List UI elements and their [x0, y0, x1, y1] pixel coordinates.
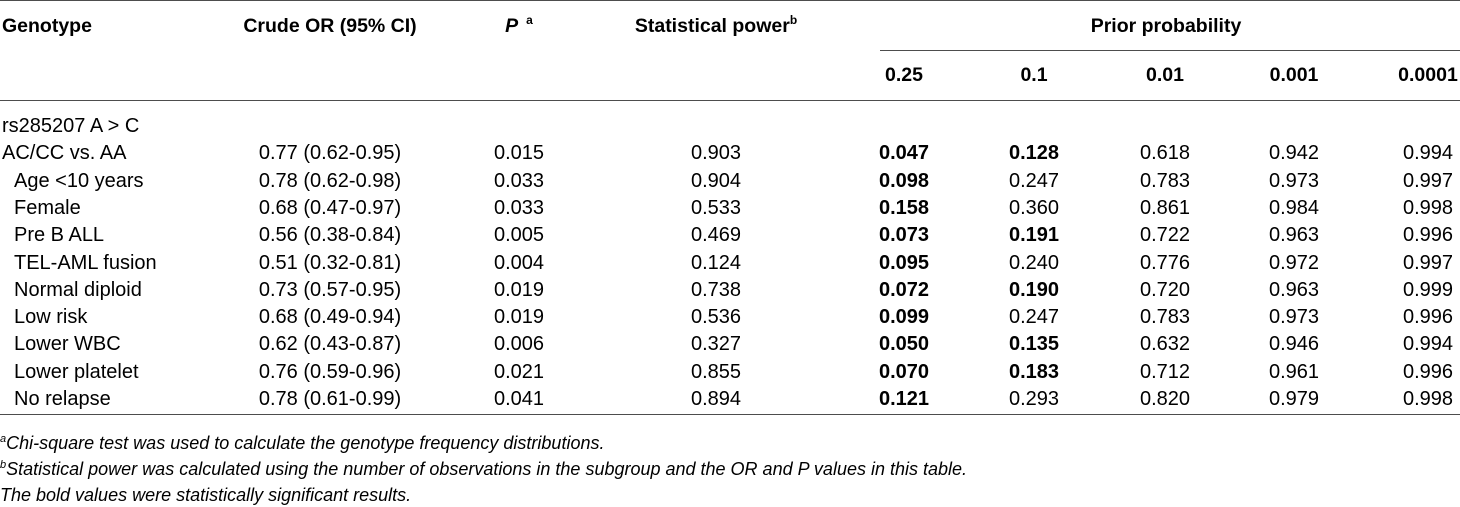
footnote-bold-note-text: The bold values were statistically significant results. — [0, 485, 412, 505]
p-value-cell: 0.015 — [493, 142, 545, 165]
prior-probability-cell: 0.722 — [1139, 224, 1191, 247]
crude-or-cell: 0.56 (0.38-0.84) — [258, 224, 402, 247]
p-value-cell: 0.033 — [493, 196, 545, 219]
footnote-b-text: Statistical power was calculated using the number of observations in the subgroup and the OR and P values in this table. — [6, 459, 968, 479]
crude-or-header: Crude OR (95% CI) — [243, 15, 417, 37]
prior-probability-cell: 0.972 — [1268, 251, 1320, 274]
genotype-cell: AC/CC vs. AA — [2, 142, 127, 165]
prior-probability-cell: 0.099 — [878, 306, 930, 329]
footnote-marker-a: a — [526, 13, 533, 27]
section-row — [0, 113, 1460, 140]
prior-probability-cell: 0.183 — [1008, 360, 1060, 383]
prior-probability-cell: 0.996 — [1402, 360, 1454, 383]
prior-probability-cell: 0.994 — [1402, 333, 1454, 356]
table-bottom-rule — [0, 414, 1460, 415]
prior-probability-cell: 0.820 — [1139, 388, 1191, 410]
crude-or-cell: 0.68 (0.49-0.94) — [258, 306, 402, 329]
prior-probability-cell: 0.996 — [1402, 224, 1454, 247]
prior-probability-cell: 0.618 — [1139, 142, 1191, 165]
prior-probability-cell: 0.783 — [1139, 306, 1191, 329]
power-cell: 0.738 — [690, 278, 742, 301]
footnote-a — [0, 431, 1460, 455]
prior-probability-cell: 0.942 — [1268, 142, 1320, 165]
prior-probability-cell: 0.247 — [1008, 306, 1060, 329]
footnote-marker-b: b — [789, 13, 798, 27]
prior-probability-header: Prior probability — [1090, 15, 1242, 37]
table-row — [0, 250, 1460, 277]
table-row — [0, 140, 1460, 167]
footnote-b-marker: b — [0, 459, 7, 471]
genotype-cell: No relapse — [14, 388, 111, 410]
footnote-a-text: Chi-square test was used to calculate the genotype frequency distributions. — [6, 433, 605, 453]
genotype-cell: Lower platelet — [14, 360, 139, 383]
prior-probability-cell: 0.070 — [878, 360, 930, 383]
crude-or-cell: 0.51 (0.32-0.81) — [258, 251, 402, 274]
prior-probability-cell: 0.712 — [1139, 360, 1191, 383]
prior-level-header: 0.0001 — [1398, 64, 1458, 86]
p-value-cell: 0.041 — [493, 388, 545, 410]
prior-level-header: 0.001 — [1269, 64, 1319, 86]
table-row — [0, 331, 1460, 358]
header-bottom-rule — [0, 100, 1460, 101]
prior-probability-cell: 0.158 — [878, 196, 930, 219]
genotype-cell: Normal diploid — [14, 278, 142, 301]
genotype-cell: Pre B ALL — [14, 224, 105, 247]
prior-probability-cell: 0.996 — [1402, 306, 1454, 329]
prior-probability-rule — [880, 50, 1460, 51]
p-value-cell: 0.033 — [493, 169, 545, 192]
power-cell: 0.124 — [690, 251, 742, 274]
crude-or-cell: 0.73 (0.57-0.95) — [258, 278, 402, 301]
crude-or-cell: 0.78 (0.62-0.98) — [258, 169, 402, 192]
genotype-cell: Lower WBC — [14, 333, 121, 356]
prior-probability-cell: 0.984 — [1268, 196, 1320, 219]
prior-probability-cell: 0.072 — [878, 278, 930, 301]
prior-probability-cell: 0.963 — [1268, 224, 1320, 247]
crude-or-cell: 0.68 (0.47-0.97) — [258, 196, 402, 219]
section-label: rs285207 A > C — [2, 115, 140, 137]
p-value-cell: 0.005 — [493, 224, 545, 247]
p-value-header — [505, 13, 533, 40]
statistical-power-header — [635, 13, 797, 40]
prior-probability-cell: 0.632 — [1139, 333, 1191, 356]
crude-or-cell: 0.62 (0.43-0.87) — [258, 333, 402, 356]
prior-probability-cell: 0.135 — [1008, 333, 1060, 356]
prior-probability-cell: 0.997 — [1402, 169, 1454, 192]
power-cell: 0.536 — [690, 306, 742, 329]
genotype-cell: Age <10 years — [14, 169, 144, 192]
prior-level-header: 0.1 — [1020, 64, 1048, 86]
prior-probability-cell: 0.861 — [1139, 196, 1191, 219]
p-value-cell: 0.021 — [493, 360, 545, 383]
crude-or-cell: 0.77 (0.62-0.95) — [258, 142, 402, 165]
prior-probability-cell: 0.963 — [1268, 278, 1320, 301]
p-value-cell: 0.004 — [493, 251, 545, 274]
prior-probability-cell: 0.961 — [1268, 360, 1320, 383]
prior-probability-cell: 0.191 — [1008, 224, 1060, 247]
header-row-top — [0, 13, 1460, 40]
prior-probability-cell: 0.783 — [1139, 169, 1191, 192]
table-row — [0, 304, 1460, 331]
crude-or-cell: 0.76 (0.59-0.96) — [258, 360, 402, 383]
prior-level-header: 0.25 — [885, 64, 923, 86]
prior-probability-cell: 0.946 — [1268, 333, 1320, 356]
prior-probability-cell: 0.998 — [1402, 196, 1454, 219]
prior-probability-cell: 0.720 — [1139, 278, 1191, 301]
power-cell: 0.894 — [690, 388, 742, 410]
p-value-cell: 0.019 — [493, 306, 545, 329]
genotype-cell: Female — [14, 196, 81, 219]
top-rule — [0, 0, 1460, 1]
power-cell: 0.469 — [690, 224, 742, 247]
prior-probability-cell: 0.994 — [1402, 142, 1454, 165]
prior-probability-cell: 0.050 — [878, 333, 930, 356]
prior-probability-cell: 0.999 — [1402, 278, 1454, 301]
prior-probability-cell: 0.047 — [878, 142, 930, 165]
table-row — [0, 222, 1460, 249]
prior-probability-cell: 0.973 — [1268, 169, 1320, 192]
table-row — [0, 195, 1460, 222]
prior-probability-cell: 0.247 — [1008, 169, 1060, 192]
prior-probability-cell: 0.997 — [1402, 251, 1454, 274]
p-value-cell: 0.006 — [493, 333, 545, 356]
prior-probability-cell: 0.776 — [1139, 251, 1191, 274]
prior-probability-cell: 0.360 — [1008, 196, 1060, 219]
table-row — [0, 386, 1460, 413]
genotype-header: Genotype — [2, 15, 92, 37]
table-row — [0, 359, 1460, 386]
prior-probability-cell: 0.979 — [1268, 388, 1320, 410]
power-cell: 0.903 — [690, 142, 742, 165]
genotype-cell: Low risk — [14, 306, 88, 329]
footnote-bold-note — [0, 483, 1460, 507]
footnote-a-marker: a — [0, 433, 7, 445]
table-body — [0, 113, 1460, 413]
statistical-power-label: Statistical power — [634, 15, 790, 37]
prior-probability-cell: 0.128 — [1008, 142, 1060, 165]
prior-probability-cell: 0.240 — [1008, 251, 1060, 274]
genotype-cell: TEL-AML fusion — [14, 251, 157, 274]
prior-probability-cell: 0.073 — [878, 224, 930, 247]
header-row-levels — [0, 62, 1460, 89]
table-row — [0, 277, 1460, 304]
prior-probability-cell: 0.973 — [1268, 306, 1320, 329]
prior-probability-cell: 0.121 — [878, 388, 930, 410]
prior-probability-cell: 0.190 — [1008, 278, 1060, 301]
p-value-cell: 0.019 — [493, 278, 545, 301]
crude-or-cell: 0.78 (0.61-0.99) — [258, 388, 402, 410]
prior-probability-cell: 0.998 — [1402, 388, 1454, 410]
prior-probability-cell: 0.098 — [878, 169, 930, 192]
prior-level-header: 0.01 — [1146, 64, 1184, 86]
power-cell: 0.904 — [690, 169, 742, 192]
table-row — [0, 168, 1460, 195]
p-symbol: P — [505, 15, 519, 37]
power-cell: 0.327 — [690, 333, 742, 356]
prior-probability-cell: 0.293 — [1008, 388, 1060, 410]
footnote-b — [0, 457, 1460, 481]
power-cell: 0.855 — [690, 360, 742, 383]
power-cell: 0.533 — [690, 196, 742, 219]
prior-probability-cell: 0.095 — [878, 251, 930, 274]
